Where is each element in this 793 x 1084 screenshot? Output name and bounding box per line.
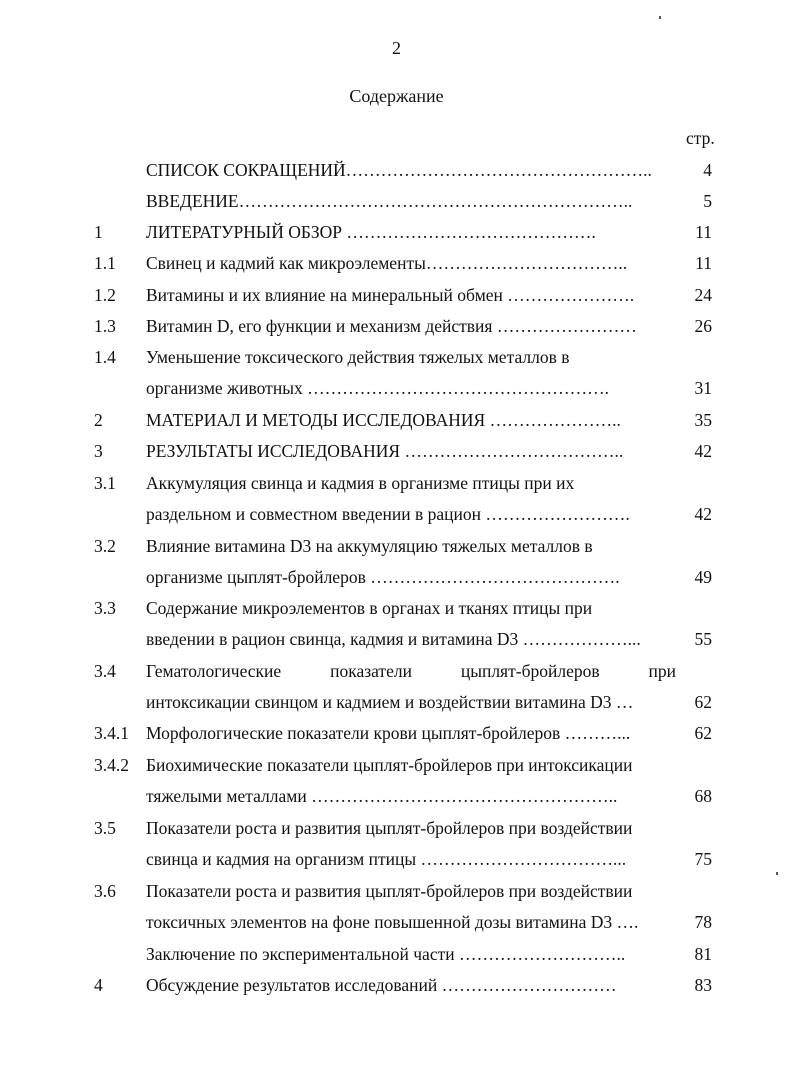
toc-number: 1.3: [94, 316, 116, 336]
toc-entry-text: раздельном и совместном введении в рацион …………………….: [146, 504, 630, 524]
toc-page-number: 75: [694, 849, 712, 869]
toc-entry-text: организме цыплят-бройлеров …………………………………….: [146, 567, 620, 587]
toc-entry-text: ВВЕДЕНИЕ…………………………………………………………..: [146, 191, 633, 211]
toc-entry-text: Витамины и их влияние на минеральный обмен ………………….: [146, 285, 635, 305]
toc-page-number: 11: [695, 253, 712, 273]
toc-page-number: 62: [694, 692, 712, 712]
toc-number: 1.2: [94, 285, 116, 305]
toc-number: 3.4: [94, 661, 116, 681]
toc-entry-text: интоксикации свинцом и кадмием и воздействии витамина D3 …: [146, 692, 634, 712]
toc-entry-text: СПИСОК СОКРАЩЕНИЙ……………………………………………..: [146, 160, 652, 180]
toc-number: 1.4: [94, 347, 116, 367]
toc-page-number: 5: [703, 191, 712, 211]
toc-number: 1.1: [94, 253, 116, 273]
toc-page-number: 31: [694, 378, 712, 398]
toc-number: 3.3: [94, 598, 116, 618]
toc-entry-text: токсичных элементов на фоне повышенной дозы витамина D3 ….: [146, 912, 639, 932]
toc-entry-text: МАТЕРИАЛ И МЕТОДЫ ИССЛЕДОВАНИЯ …………………..: [146, 410, 621, 430]
scan-speck: [776, 872, 778, 875]
scan-speck: [659, 16, 661, 19]
toc-entry-text: Заключение по экспериментальной части ………………………..: [146, 944, 626, 964]
toc-entry-text: Свинец и кадмий как микроэлементы……………………………..: [146, 253, 628, 273]
page-column-label: стр.: [686, 128, 715, 148]
page-number: 2: [392, 38, 401, 58]
toc-number: 3.6: [94, 881, 116, 901]
toc-page-number: 83: [694, 975, 712, 995]
toc-number: 3.4.1: [94, 723, 129, 743]
toc-entry-text: Показатели роста и развития цыплят-бройлеров при воздействии: [146, 881, 633, 901]
toc-entry-text: Аккумуляция свинца и кадмия в организме птицы при их: [146, 473, 575, 493]
toc-entry-text: РЕЗУЛЬТАТЫ ИССЛЕДОВАНИЯ ………………………………..: [146, 441, 624, 461]
toc-page-number: 49: [694, 567, 712, 587]
toc-entry-text: тяжелыми металлами ……………………………………………..: [146, 786, 618, 806]
toc-page-number: 81: [694, 944, 712, 964]
toc-entry-text: Морфологические показатели крови цыплят-бройлеров ………...: [146, 723, 631, 743]
toc-page-number: 11: [695, 222, 712, 242]
toc-page-number: 62: [694, 723, 712, 743]
toc-entry-text: Уменьшение токсического действия тяжелых металлов в: [146, 347, 570, 367]
toc-entry-text: ЛИТЕРАТУРНЫЙ ОБЗОР …………………………………….: [146, 222, 596, 242]
toc-page-number: 42: [694, 504, 712, 524]
toc-page-number: 78: [694, 912, 712, 932]
toc-page-number: 68: [694, 786, 712, 806]
toc-entry-text: Содержание микроэлементов в органах и тканях птицы при: [146, 598, 593, 618]
toc-entry-text: Показатели роста и развития цыплят-бройлеров при воздействии: [146, 818, 633, 838]
toc-entry-text: Витамин D, его функции и механизм действия ……………………: [146, 316, 637, 336]
toc-page-number: 35: [694, 410, 712, 430]
toc-entry-text: свинца и кадмия на организм птицы ……………………………...: [146, 849, 627, 869]
toc-number: 4: [94, 975, 103, 995]
toc-entry-text: Гематологические показатели цыплят-бройлеров при: [146, 661, 676, 681]
toc-entry-text: Биохимические показатели цыплят-бройлеров при интоксикации: [146, 755, 633, 775]
toc-number: 3.4.2: [94, 755, 129, 775]
toc-entry-text: Влияние витамина D3 на аккумуляцию тяжелых металлов в: [146, 536, 593, 556]
page-title: Содержание: [349, 86, 444, 106]
toc-number: 3: [94, 441, 103, 461]
toc-page-number: 24: [694, 285, 712, 305]
toc-page-number: 42: [694, 441, 712, 461]
toc-number: 1: [94, 222, 103, 242]
toc-number: 3.2: [94, 536, 116, 556]
toc-page-number: 4: [703, 160, 712, 180]
toc-entry-text: организме животных …………………………………………….: [146, 378, 609, 398]
toc-number: 2: [94, 410, 103, 430]
toc-number: 3.5: [94, 818, 116, 838]
toc-number: 3.1: [94, 473, 116, 493]
toc-entry-text: введении в рацион свинца, кадмия и витамина D3 ………………...: [146, 629, 641, 649]
toc-entry-text: Обсуждение результатов исследований …………………………: [146, 975, 617, 995]
toc-page-number: 26: [694, 316, 712, 336]
toc-page-number: 55: [694, 629, 712, 649]
